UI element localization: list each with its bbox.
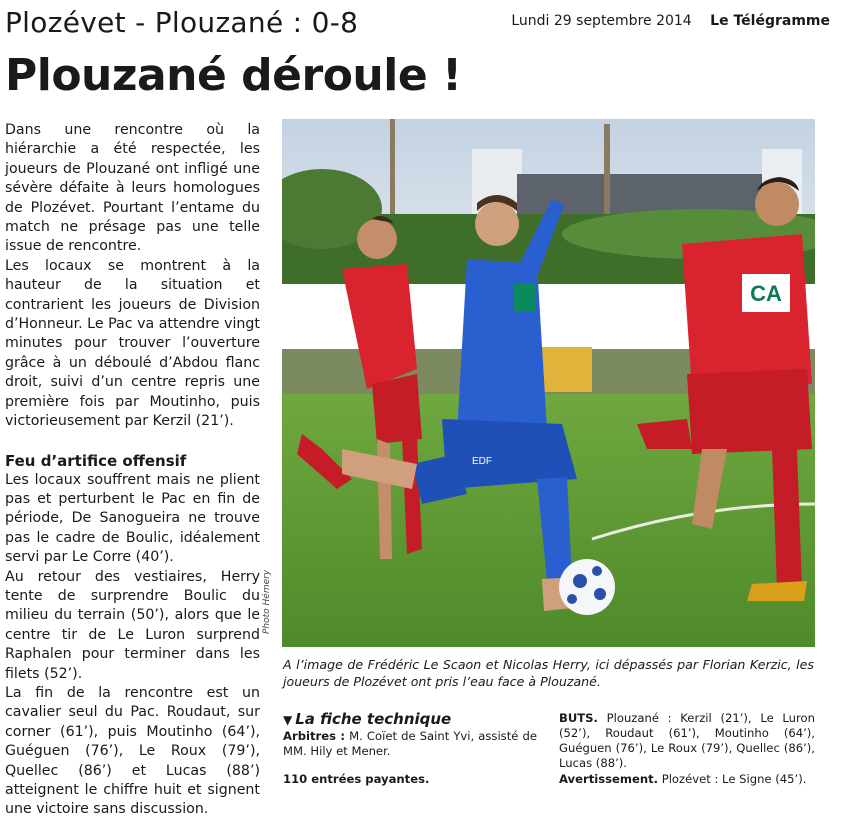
shirt-sponsor-text: CA [750,281,782,306]
match-score-title: Plozévet - Plouzané : 0-8 [5,6,359,39]
avert-text: Plozévet : Le Signe (45’). [658,772,807,786]
photo-caption: A l’image de Frédéric Le Scaon et Nicolas Herry, ici dépassés par Florian Kerzic, les joueurs de Plozévet ont pris l’eau face à Plouzané. [283,657,814,689]
subheading: Feu d’artifice offensif [5,451,187,470]
paragraph: La fin de la rencontre est un cavalier seul du Pac. Roudaut, sur corner (61’), puis Moutinho (64’), Guéguen (76’), Le Roux (79’), Quellec (86’) et Lucas (88’) atteignent le chiffre huit et signent une victoire sans discussion. [5,684,260,818]
buts [559,711,815,771]
triangle-down-icon: ▼ [283,713,293,727]
article-body [5,121,260,820]
avert-label: Avertissement. [559,772,659,786]
entrees-payantes: 110 entrées payantes. [283,772,430,786]
article-headline: Plouzané déroule ! [5,50,462,101]
fiche-technique-title [283,710,451,728]
newspaper-name: Le Télégramme [710,13,830,29]
paragraph: Au retour des vestiaires, Herry tente de surprendre Boulic du milieu du terrain (50’), alors que le centre tir de Le Luron surprend Raphalen pour terminer dans les filets (52’). [5,568,260,682]
publication-date: Lundi 29 septembre 2014 [511,13,692,29]
arbitres-label: Arbitres : [283,729,346,743]
arbitres [283,729,537,759]
buts-label: BUTS. [559,711,598,725]
shorts-sponsor-text: EDF [472,456,492,467]
match-photo [282,119,815,647]
dateline [511,13,830,29]
buts-text: Plouzané : Kerzil (21’), Le Luron (52’), Roudaut (61’), Moutinho (64’), Guéguen (76’), Le Roux (79’), Quellec (86’), Lucas (88’). [559,711,815,770]
sponsor-logo [514,284,536,312]
photo-credit [262,569,282,654]
paragraph: Les locaux se montrent à la hauteur de la situation et contrarient les joueurs de Division d’Honneur. Le Pac va attendre vingt minutes pour trouver l’ouverture grâce à un déboulé d’Abdou flanc droit, suivi d’un centre repris une première fois par Moutinho, puis victorieusement par Kerzil (21’). [5,257,260,430]
avertissement [559,772,806,786]
paragraph: Dans une rencontre où la hiérarchie a été respectée, les joueurs de Plouzané ont infligé une sévère défaite à leurs homologues de Plozévet. Pourtant l’entame du match ne présage pas une telle issue de rencontre. [5,122,260,255]
soccer-ball [559,559,615,615]
paragraph: Les locaux souffrent mais ne plient pas et perturbent le Pac en fin de période, De Sanogueira ne trouve pas le cadre de Boulic, idéalement servi par Le Corre (40’). [5,471,260,566]
arbitres-text: M. Coïet de Saint Yvi, assisté de MM. Hily et Mener. [283,729,537,758]
photo-credit-text: Photo Hémery [262,569,272,634]
fiche-title-text: La fiche technique [295,710,452,728]
